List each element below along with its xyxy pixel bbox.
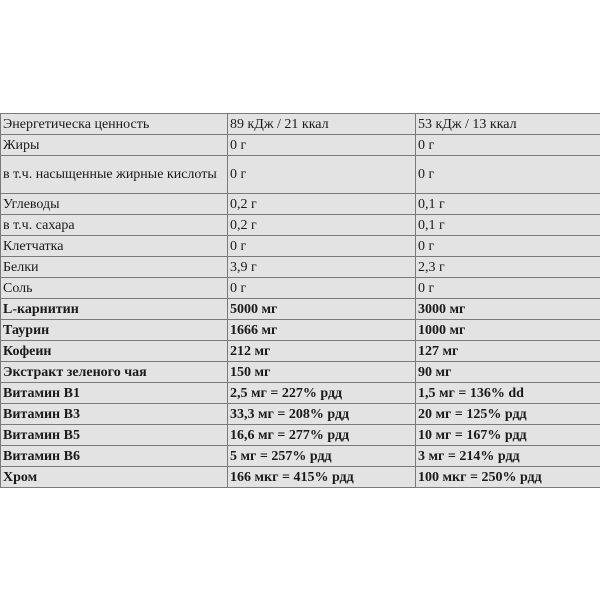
table-row-fiber (1, 236, 600, 257)
table-row-sugars (1, 215, 600, 236)
nutrient-value-col2: 0 г (416, 135, 600, 156)
nutrient-value-col1: 0 г (228, 156, 416, 194)
table-row-fat (1, 135, 600, 156)
nutrient-value-col2: 20 мг = 125% рдд (416, 404, 600, 425)
nutrient-value-col1: 5 мг = 257% рдд (228, 446, 416, 467)
nutrient-value-col1: 150 мг (228, 362, 416, 383)
table-row-vitamin-b6 (1, 446, 600, 467)
nutrient-label: Хром (1, 467, 228, 488)
table-row-protein (1, 257, 600, 278)
nutrient-value-col1: 1666 мг (228, 320, 416, 341)
nutrient-value-col2: 1,5 мг = 136% dd (416, 383, 600, 404)
nutrient-label: L-карнитин (1, 299, 228, 320)
nutrient-value-col2: 0,1 г (416, 194, 600, 215)
table-row-caffeine (1, 341, 600, 362)
nutrient-value-col2: 0,1 г (416, 215, 600, 236)
table-row-l-carnitine (1, 299, 600, 320)
nutrition-table (0, 113, 600, 488)
nutrient-value-col2: 127 мг (416, 341, 600, 362)
table-row-saturated-fat (1, 156, 600, 194)
nutrient-label: Белки (1, 257, 228, 278)
nutrient-value-col1: 0,2 г (228, 215, 416, 236)
nutrient-label: Соль (1, 278, 228, 299)
table-row-vitamin-b3 (1, 404, 600, 425)
nutrient-value-col2: 1000 мг (416, 320, 600, 341)
nutrient-label: Витамин B6 (1, 446, 228, 467)
table-row-energy (1, 114, 600, 135)
table-row-vitamin-b5 (1, 425, 600, 446)
nutrient-value-col1: 0 г (228, 236, 416, 257)
nutrient-label: Витамин B3 (1, 404, 228, 425)
table-row-green-tea-extract (1, 362, 600, 383)
nutrient-value-col2: 0 г (416, 156, 600, 194)
nutrient-label: Жиры (1, 135, 228, 156)
nutrient-value-col2: 10 мг = 167% рдд (416, 425, 600, 446)
nutrient-value-col1: 5000 мг (228, 299, 416, 320)
nutrient-value-col1: 33,3 мг = 208% рдд (228, 404, 416, 425)
nutrient-value-col2: 0 г (416, 278, 600, 299)
nutrient-value-col2: 0 г (416, 236, 600, 257)
nutrient-label: Углеводы (1, 194, 228, 215)
nutrient-value-col1: 0 г (228, 135, 416, 156)
nutrient-label: в т.ч. сахара (1, 215, 228, 236)
nutrient-value-col2: 2,3 г (416, 257, 600, 278)
nutrient-label: в т.ч. насыщенные жирные кислоты (1, 156, 228, 194)
nutrient-value-col2: 53 кДж / 13 ккал (416, 114, 600, 135)
nutrient-label: Кофеин (1, 341, 228, 362)
nutrient-value-col2: 100 мкг = 250% рдд (416, 467, 600, 488)
nutrient-label: Экстракт зеленого чая (1, 362, 228, 383)
nutrient-value-col1: 166 мкг = 415% рдд (228, 467, 416, 488)
nutrient-value-col1: 0 г (228, 278, 416, 299)
table-row-taurine (1, 320, 600, 341)
nutrient-value-col1: 2,5 мг = 227% рдд (228, 383, 416, 404)
table-row-vitamin-b1 (1, 383, 600, 404)
nutrient-label: Витамин B5 (1, 425, 228, 446)
nutrient-value-col1: 3,9 г (228, 257, 416, 278)
nutrient-value-col1: 0,2 г (228, 194, 416, 215)
nutrient-value-col1: 89 кДж / 21 ккал (228, 114, 416, 135)
nutrient-label: Витамин B1 (1, 383, 228, 404)
nutrient-value-col1: 16,6 мг = 277% рдд (228, 425, 416, 446)
table-row-chromium (1, 467, 600, 488)
nutrient-value-col1: 212 мг (228, 341, 416, 362)
nutrient-label: Клетчатка (1, 236, 228, 257)
nutrient-value-col2: 90 мг (416, 362, 600, 383)
nutrient-value-col2: 3000 мг (416, 299, 600, 320)
nutrient-label: Энергетическа ценность (1, 114, 228, 135)
table-row-salt (1, 278, 600, 299)
table-row-carbohydrates (1, 194, 600, 215)
nutrient-label: Таурин (1, 320, 228, 341)
nutrient-value-col2: 3 мг = 214% рдд (416, 446, 600, 467)
